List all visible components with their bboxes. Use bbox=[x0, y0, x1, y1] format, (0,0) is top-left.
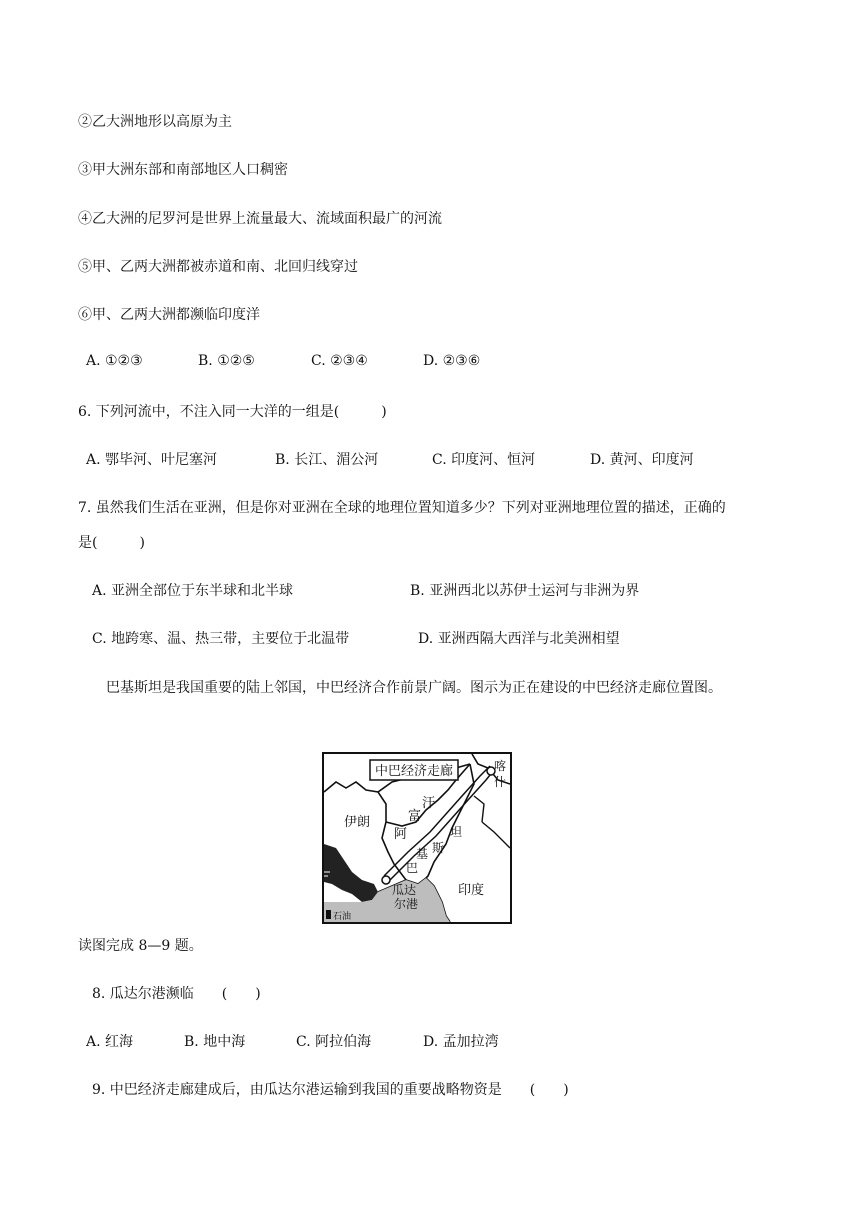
q6-option-d[interactable]: D. 黄河、印度河 bbox=[590, 452, 694, 468]
label-pak-3: 基 bbox=[416, 847, 429, 861]
label-pak-1: 坦 bbox=[450, 825, 463, 839]
cpec-map-svg bbox=[322, 752, 512, 924]
label-gwadar-2: 尔港 bbox=[394, 897, 419, 911]
q7-stem-line1: 7. 虽然我们生活在亚洲，但是你对亚洲在全球的地理位置知道多少？下列对亚洲地理位置的描述，正确的 bbox=[78, 500, 726, 516]
q6-stem: 6. 下列河流中，不注入同一大洋的一组是( ) bbox=[78, 404, 387, 420]
statement-3: ③甲大洲东部和南部地区人口稠密 bbox=[78, 162, 288, 178]
statement-5: ⑤甲、乙两大洲都被赤道和南、北回归线穿过 bbox=[78, 259, 358, 275]
q8-option-c[interactable]: C. 阿拉伯海 bbox=[296, 1034, 372, 1050]
legend-oil-swatch bbox=[326, 910, 331, 919]
q7-option-d[interactable]: D. 亚洲西隔大西洋与北美洲相望 bbox=[418, 631, 620, 647]
q6-option-b[interactable]: B. 长江、湄公河 bbox=[275, 452, 379, 468]
label-gwadar-1: 瓜达 bbox=[392, 883, 417, 897]
q8-option-a[interactable]: A. 红海 bbox=[86, 1034, 134, 1050]
label-afg-2: 汗 bbox=[422, 796, 436, 811]
label-kashgar-1: 喀 bbox=[494, 759, 507, 773]
label-afg-3: 阿 bbox=[394, 827, 408, 842]
statement-6: ⑥甲、乙两大洲都濒临印度洋 bbox=[78, 307, 260, 323]
label-kashgar-2: 什 bbox=[494, 775, 507, 789]
statement-2: ②乙大洲地形以高原为主 bbox=[78, 114, 232, 130]
passage-text: 巴基斯坦是我国重要的陆上邻国，中巴经济合作前景广阔。图示为正在建设的中巴经济走廊位置图。 bbox=[106, 680, 722, 696]
q8-stem: 8. 瓜达尔港濒临 ( ) bbox=[92, 986, 261, 1002]
q5-option-b[interactable]: B. ①②⑤ bbox=[198, 353, 255, 369]
q6-option-a[interactable]: A. 鄂毕河、叶尼塞河 bbox=[86, 452, 218, 468]
read-note: 读图完成 8—9 题。 bbox=[78, 938, 203, 954]
label-pak-2: 斯 bbox=[432, 841, 445, 855]
statement-4: ④乙大洲的尼罗河是世界上流量最大、流域面积最广的河流 bbox=[78, 211, 442, 227]
q8-option-b[interactable]: B. 地中海 bbox=[184, 1034, 246, 1050]
label-india: 印度 bbox=[458, 883, 485, 898]
map-title: 中巴经济走廊 bbox=[375, 764, 454, 779]
label-afg-1: 富 bbox=[408, 809, 422, 824]
q7-option-a[interactable]: A. 亚洲全部位于东半球和北半球 bbox=[92, 583, 294, 599]
label-pak-4: 巴 bbox=[406, 861, 419, 875]
q5-option-c[interactable]: C. ②③④ bbox=[311, 353, 368, 369]
cpec-map bbox=[322, 752, 512, 924]
q8-option-d[interactable]: D. 孟加拉湾 bbox=[423, 1034, 499, 1050]
q5-option-a[interactable]: A. ①②③ bbox=[86, 353, 143, 369]
q7-option-b[interactable]: B. 亚洲西北以苏伊士运河与非洲为界 bbox=[410, 583, 640, 599]
q5-option-d[interactable]: D. ②③⑥ bbox=[423, 353, 481, 369]
q7-stem-line2: 是( ) bbox=[78, 535, 145, 551]
q9-stem: 9. 中巴经济走廊建成后，由瓜达尔港运输到我国的重要战略物资是 ( ) bbox=[92, 1082, 569, 1098]
legend-oil-label: 石油 bbox=[333, 912, 352, 922]
label-iran: 伊朗 bbox=[344, 815, 371, 830]
q6-option-c[interactable]: C. 印度河、恒河 bbox=[432, 452, 536, 468]
gwadar-port-marker bbox=[382, 876, 390, 884]
q7-option-c[interactable]: C. 地跨寒、温、热三带，主要位于北温带 bbox=[92, 631, 350, 647]
